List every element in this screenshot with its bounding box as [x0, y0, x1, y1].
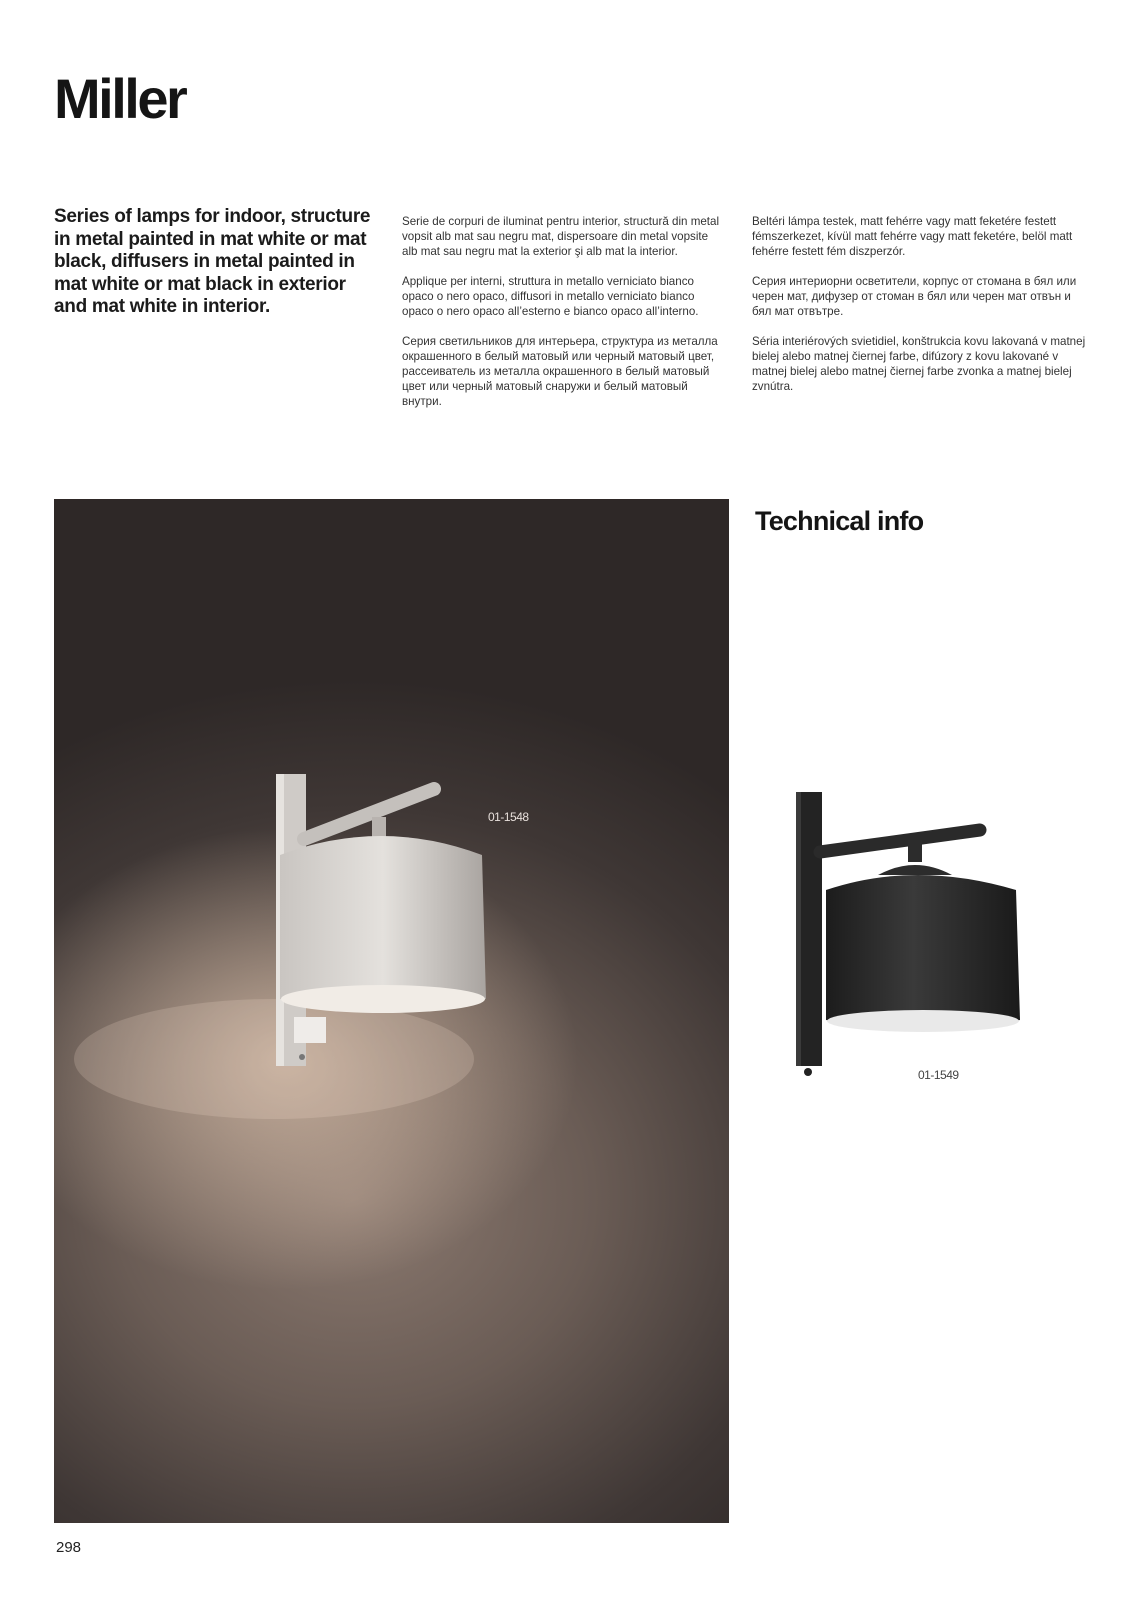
page-title: Miller	[54, 67, 186, 130]
description-ro: Serie de corpuri de iluminat pentru interior, structură din metal vopsit alb mat sau negru mat, dispersoare din metal vopsite alb mat sau negru mat la exterior şi alb mat la interior.	[402, 215, 720, 258]
black-shade	[826, 875, 1020, 1028]
black-wall-lamp-product	[790, 780, 1050, 1080]
description-ru: Серия светильников для интерьера, структура из металла окрашенного в белый матовый или черный матовый цвет, рассеиватель из металла окрашенного в белый матовый цвет или черный матовый снаружи и белый матовый внутри.	[402, 335, 718, 408]
product-code-black: 01-1549	[918, 1068, 959, 1082]
description-column-middle	[402, 214, 722, 424]
ambient-photo	[54, 499, 729, 1523]
technical-info-heading: Technical info	[755, 506, 924, 536]
description-column-right	[752, 214, 1092, 409]
description-sk: Séria interiérových svietidiel, konštrukcia kovu lakovaná v matnej bielej alebo matnej čiernej farbe, difúzory z kovu lakované v matnej bielej alebo matnej čiernej farbe zvonka a matnej bielej zvnútra.	[752, 335, 1086, 393]
page-number: 298	[56, 1539, 82, 1556]
arm	[304, 789, 434, 839]
description-bg: Серия интериорни осветители, корпус от стомана в бял или черен мат, дифузер от стоман в бял или черен мат отвън и бял мат отвътре.	[752, 275, 1077, 318]
white-shade	[280, 836, 486, 1007]
product-code-white: 01-1548	[488, 810, 529, 824]
series-description-en: Series of lamps for indoor, structure in metal painted in mat white or mat black, diffusers in metal painted in mat white or mat black in exterior and mat white in interior.	[54, 206, 371, 317]
arm	[820, 830, 980, 852]
white-wall-lamp-illustration	[54, 499, 729, 1523]
description-hu: Beltéri lámpa testek, matt fehérre vagy matt feketére festett fémszerkezet, kívül matt fehérre vagy matt feketére, belöl matt fehérre festett fém diszperzór.	[752, 215, 1073, 258]
description-it: Applique per interni, struttura in metallo verniciato bianco opaco o nero opaco, diffusori in metallo verniciato bianco opaco o nero opaco all’esterno e bianco opaco all’interno.	[402, 275, 699, 318]
